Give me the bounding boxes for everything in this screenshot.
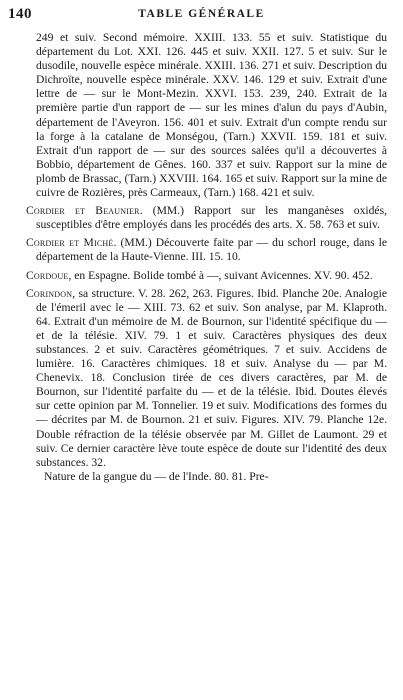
index-entry-corindon-paragraph: [26, 470, 387, 484]
index-entry-corindon: [26, 287, 387, 470]
entry-text: (MM.) Découverte faite par — du schorl rouge, dans le département de la Haute-Vienne. III. 15. 10.: [36, 236, 387, 264]
index-entry-continuation: [26, 31, 387, 200]
entry-text: (MM.) Rapport sur les manganèses oxidés, susceptibles d'être employés dans les procédés des arts. X. 58. 763 et suiv.: [36, 204, 387, 232]
index-body: [26, 31, 387, 488]
entry-heading: Cordier et Beaunier.: [26, 204, 143, 218]
index-entry-cordoue: [26, 269, 387, 283]
entry-text: , sa structure. V. 28. 262, 263. Figures. Ibid. Planche 20e. Analogie de l'émeril avec le — XIII. 73. 62 et suiv. Son analyse, par M. Klaproth. 64. Extrait d'un mémoire de M. de Bournon, sur l'identité spécifique du — et de la télésie. XIV. 79. 1 et suiv. Caractères physiques des deux substances. 2 et suiv. Caractères géométriques. 7 et suiv. Accidens de lumière. 16. Caractères chimiques. 18 et suiv. Analyse du — par M. Chenevix. 18. Conclusion tirée de ces divers caractères, par M. de Bournon, sur l'identité parfaite du — et de la télésie. Ibid. Doutes élevés sur cette opinion par M. Tonnelier. 19 et suiv. Modifications des formes du — décrites par M. de Bournon. 21 et suiv. Figures. XIV. 79. Planche 12e. Double réfraction de la télésie observée par M. Gillet de Laumont. 29 et suiv. Ce dernier caractère lève toute espèce de doute sur l'identité des deux substances. 32.: [36, 286, 387, 469]
running-title: TABLE GÉNÉRALE: [138, 8, 265, 20]
page-number: 140: [8, 6, 32, 22]
entry-heading: Corindon: [26, 286, 73, 300]
index-entry-cordier-miche: [26, 236, 387, 264]
entry-text: 249 et suiv. Second mémoire. XXIII. 133. 55 et suiv. Statistique du département du Lot. XXI. 126. 445 et suiv. XXII. 127. 5 et suiv. Sur le dusodile, nouvelle espèce minérale. XXIII. 136. 271 et suiv. Description du Dichroïte, nouvelle espèce minérale. XXV. 146. 129 et suiv. Extrait d'une lettre de — sur le Mont-Mezin. XXVI. 153. 239, 240. Extrait de la première partie d'un rapport de — sur les mines d'alun du pays d'Aubin, département de l'Aveyron. 156. 401 et suiv. Extrait d'un compte rendu sur la forge à la catalane de Monségou, (Tarn.) XXVII. 159. 181 et suiv. Extrait d'un rapport de — sur des sources salées qu'il a découvertes à Bobbio, département de Gênes. 160. 337 et suiv. Rapport sur la mine de plomb de Brassac, (Tarn.) XXVIII. 164. 165 et suiv. Rapport sur la mine de cuivre de Rozières, près Carmeaux, (Tarn.) 168. 421 et suiv.: [36, 31, 387, 200]
entry-text: , en Espagne. Bolide tombé à —, suivant Avicennes. XV. 90. 452.: [68, 268, 373, 282]
entry-heading: Cordier et Miché.: [26, 236, 117, 250]
page-header: [8, 6, 395, 26]
entry-text: Nature de la gangue du — de l'Inde. 80. 81. Pre-: [44, 469, 269, 483]
index-entry-cordier-beaunier: [26, 204, 387, 232]
entry-heading: Cordoue: [26, 268, 69, 282]
